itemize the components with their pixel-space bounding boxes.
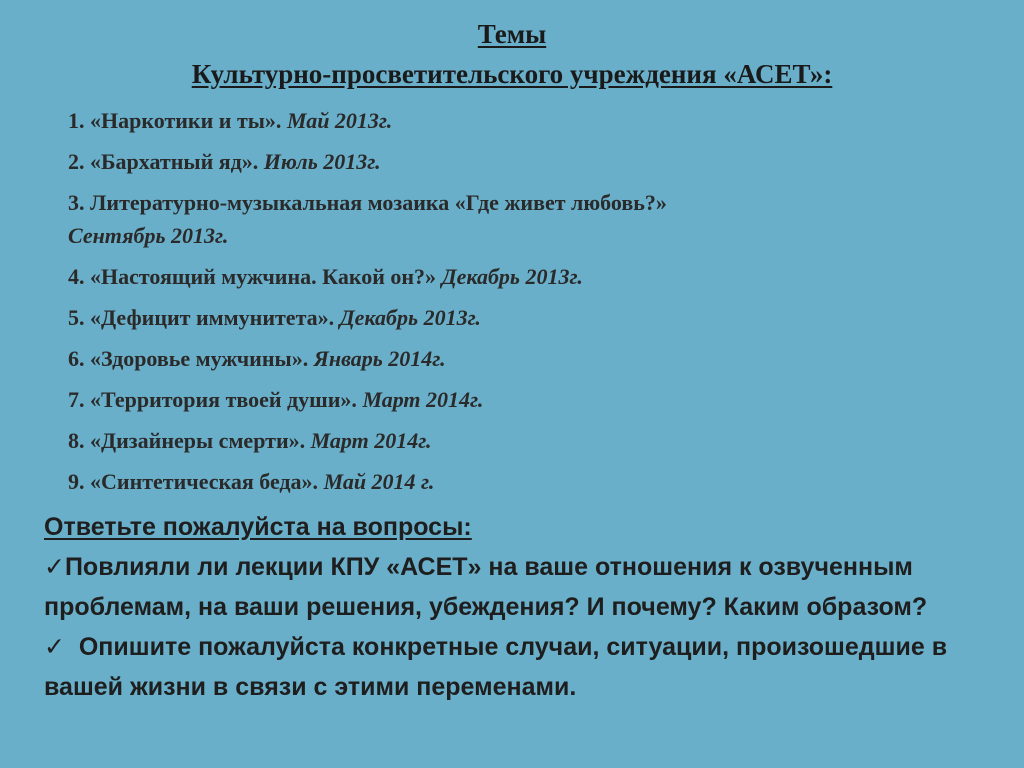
question-item xyxy=(44,627,984,707)
questions-block xyxy=(44,507,984,707)
topic-date: Декабрь 2013г. xyxy=(441,264,583,289)
topic-text: «Дефицит иммунитета». xyxy=(90,305,335,330)
topic-number: 6. xyxy=(68,346,85,371)
topic-text: Литературно-музыкальная мозаика «Где живет любовь?» xyxy=(90,190,667,215)
topic-item xyxy=(68,342,968,375)
question-item xyxy=(44,547,984,627)
topic-text: «Наркотики и ты». xyxy=(90,108,282,133)
topic-date: Март 2014г. xyxy=(310,428,432,453)
topic-date: Май 2013г. xyxy=(286,108,393,133)
topic-number: 5. xyxy=(68,305,85,330)
topic-number: 1. xyxy=(68,108,85,133)
topic-number: 3. xyxy=(68,190,85,215)
topic-date: Сентябрь 2013г. xyxy=(68,223,229,248)
checkmark-icon: ✓ xyxy=(44,633,65,661)
topic-date: Июль 2013г. xyxy=(263,149,381,174)
topic-text: «Дизайнеры смерти». xyxy=(90,428,306,453)
topic-text: «Настоящий мужчина. Какой он?» xyxy=(90,264,437,289)
topic-date: Декабрь 2013г. xyxy=(339,305,481,330)
topic-item xyxy=(68,383,968,416)
topic-item xyxy=(68,424,968,457)
topic-number: 7. xyxy=(68,387,85,412)
topic-text: «Здоровье мужчины». xyxy=(90,346,309,371)
topic-number: 8. xyxy=(68,428,85,453)
topic-date: Январь 2014г. xyxy=(313,346,446,371)
topics-list xyxy=(68,104,968,498)
slide-title xyxy=(0,14,1024,94)
question-text: Повлияли ли лекции КПУ «АСЕТ» на ваше отношения к озвученным проблемам, на ваши решения, убеждения? И почему? Каким образом? xyxy=(44,553,928,621)
topic-date: Май 2014 г. xyxy=(323,469,435,494)
title-line-1: Темы xyxy=(477,19,547,49)
topic-item xyxy=(68,104,968,137)
topic-number: 9. xyxy=(68,469,85,494)
topic-item xyxy=(68,260,968,293)
topic-date: Март 2014г. xyxy=(362,387,484,412)
questions-heading: Ответьте пожалуйста на вопросы: xyxy=(44,513,472,541)
question-text: Опишите пожалуйста конкретные случаи, ситуации, произошедшие в вашей жизни в связи с этими переменами. xyxy=(44,633,948,701)
topic-text: «Территория твоей души». xyxy=(90,387,357,412)
topic-text: «Синтетическая беда». xyxy=(90,469,319,494)
topic-number: 2. xyxy=(68,149,85,174)
topic-text: «Бархатный яд». xyxy=(90,149,259,174)
topic-item xyxy=(68,186,968,252)
title-line-2: Культурно-просветительского учреждения «АСЕТ»: xyxy=(191,59,833,89)
topic-item xyxy=(68,145,968,178)
topic-item xyxy=(68,465,968,498)
topic-number: 4. xyxy=(68,264,85,289)
topic-item xyxy=(68,301,968,334)
checkmark-icon: ✓ xyxy=(44,553,65,581)
